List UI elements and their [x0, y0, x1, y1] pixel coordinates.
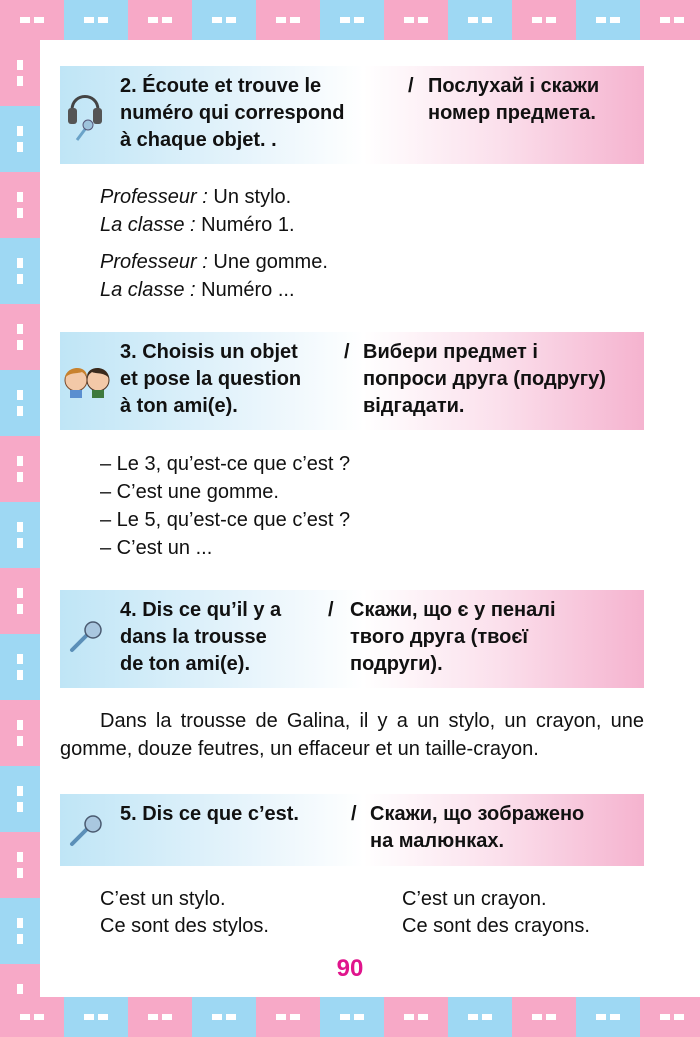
separator: / — [351, 803, 357, 825]
exercise-2-french-title: 2. Écoute et trouve le numéro qui correspond à chaque objet. . — [120, 75, 345, 151]
exercise-2-ukrainian-title: Послухай і скажи номер предмета. — [428, 75, 600, 124]
dialogue-line: – C’est une gomme. — [100, 481, 279, 503]
decorative-border-top — [0, 0, 700, 40]
exercise-4-ukrainian-title: Скажи, що є у пеналі твого друга (твоєї подруги). — [350, 599, 556, 675]
exercise-4-french-title: 4. Dis ce qu’il y a dans la trousse de ton ami(e). — [120, 599, 282, 675]
exercise-5-banner — [60, 794, 644, 866]
decorative-border-left — [0, 40, 40, 997]
exercise-5-french-title: 5. Dis ce que c’est. — [120, 803, 299, 825]
example-left: Ce sont des stylos. — [100, 915, 269, 937]
exercise-3-banner — [60, 332, 644, 430]
line: Numéro 1. — [195, 214, 295, 236]
speaker: La classe : — [100, 214, 196, 236]
exercise-3-french-title: 3. Choisis un objet et pose la question à ton ami(e). — [120, 341, 302, 417]
separator: / — [408, 75, 414, 97]
separator: / — [344, 341, 350, 363]
exercise-4-banner — [60, 590, 644, 688]
dialogue-line: – C’est un ... — [100, 537, 213, 559]
line: Un stylo. — [207, 186, 292, 208]
page-number: 90 — [336, 955, 364, 982]
microphone-icon — [68, 814, 104, 848]
speaker: La classe : — [100, 279, 196, 301]
line: Une gomme. — [207, 251, 328, 273]
exercise-4-paragraph: Dans la trousse de Galina, il y a un stylo, un crayon, une gomme, douze feutres, un effaceur et un taille-crayon. — [60, 710, 644, 760]
kids-talking-icon — [62, 362, 112, 398]
speaker: Professeur : — [100, 251, 208, 273]
microphone-icon — [68, 620, 104, 654]
decorative-border-bottom — [0, 997, 700, 1037]
exercise-3-ukrainian-title: Вибери предмет і попроси друга (подругу) відгадати. — [363, 341, 606, 417]
headphones-icon — [66, 84, 104, 146]
line: Numéro ... — [195, 279, 295, 301]
exercise-5-ukrainian-title: Скажи, що зображено на малюнках. — [370, 803, 585, 852]
speaker: Professeur : — [100, 186, 208, 208]
example-right: C’est un crayon. — [402, 888, 547, 910]
example-left: C’est un stylo. — [100, 888, 226, 910]
exercise-2-banner — [60, 66, 644, 164]
dialogue-line: – Le 5, qu’est-ce que c’est ? — [100, 509, 351, 531]
dialogue-line: – Le 3, qu’est-ce que c’est ? — [100, 453, 351, 475]
example-right: Ce sont des crayons. — [402, 915, 590, 937]
separator: / — [328, 599, 334, 621]
